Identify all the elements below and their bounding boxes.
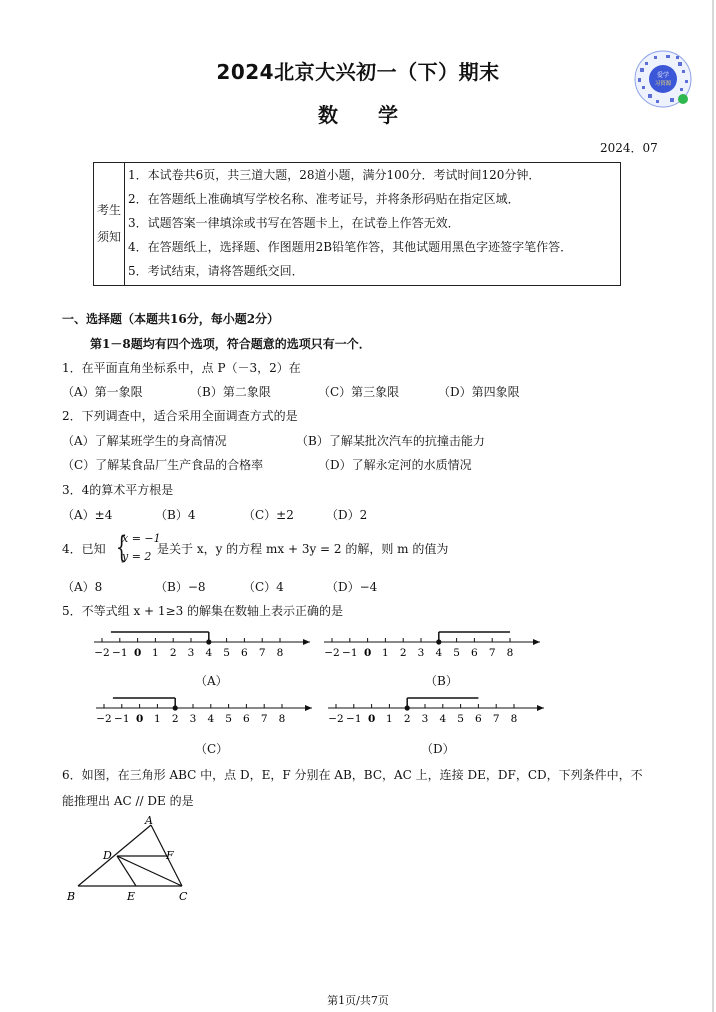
solid-endpoint-dot	[206, 639, 211, 644]
tick-label: 4	[205, 647, 213, 659]
q2-option-b: （B）了解某批次汽车的抗撞击能力	[296, 434, 485, 448]
tick-label: −1	[342, 647, 358, 659]
q5-caption-b: （B）	[425, 674, 458, 688]
tick-label: 8	[510, 713, 518, 725]
exam-notice-box	[93, 162, 621, 286]
tick-label: 7	[258, 647, 266, 659]
tick-label: 0	[133, 647, 142, 659]
q4-stem-suffix: 是关于 x，y 的方程 mx + 3y = 2 的解，则 m 的值为	[157, 542, 449, 556]
tick-label: 1	[154, 713, 161, 725]
tick-label: −2	[94, 647, 110, 659]
q5-stem: 5．不等式组 x + 1≥3 的解集在数轴上表示正确的是	[62, 604, 344, 618]
q1-option-c: （C）第三象限	[318, 385, 400, 399]
tick-label: 7	[492, 713, 500, 725]
tick-label: 8	[276, 647, 284, 659]
tick-label: 4	[207, 713, 215, 725]
tick-label: −1	[346, 713, 362, 725]
q1-option-a: （A）第一象限	[62, 385, 143, 399]
tick-label: 5	[457, 713, 464, 725]
notice-item: 1．本试卷共6页，共三道大题，28道小题，满分100分．考试时间120分钟．	[128, 168, 541, 182]
vertex-label-b: B	[67, 890, 76, 903]
tick-label: 2	[403, 713, 411, 725]
point-label-d: D	[103, 849, 112, 862]
q3-option-d: （D）2	[326, 508, 368, 522]
tick-label: 4	[435, 647, 443, 659]
solid-endpoint-dot	[436, 639, 441, 644]
qr-logo-icon	[632, 48, 694, 110]
q2-option-a: （A）了解某班学生的身高情况	[62, 434, 227, 448]
q4-equation-2: y = 2	[122, 550, 152, 563]
tick-label: −2	[96, 713, 112, 725]
tick-label: 6	[243, 713, 250, 725]
q2-stem: 2．下列调查中，适合采用全面调查方式的是	[62, 409, 298, 423]
notice-label-line2: 须知	[96, 230, 121, 244]
tick-label: 8	[506, 647, 514, 659]
notice-label	[94, 163, 125, 285]
tick-label: 8	[278, 713, 286, 725]
tick-label: 2	[399, 647, 407, 659]
q1-option-b: （B）第二象限	[190, 385, 271, 399]
point-label-e: E	[127, 890, 136, 903]
tick-label: 7	[488, 647, 496, 659]
tick-label: 5	[223, 647, 230, 659]
tick-label: −2	[328, 713, 344, 725]
tick-label: −2	[324, 647, 340, 659]
logo-text-top: 爱学	[656, 72, 670, 79]
exam-date: 2024．07	[600, 141, 658, 155]
q4-equation-1: x = −1	[122, 532, 161, 545]
solid-endpoint-dot	[173, 705, 178, 710]
section-heading: 一、选择题（本题共16分，每小题2分）	[62, 312, 280, 326]
notice-item: 2．在答题纸上准确填写学校名称、准考证号，并将条形码贴在指定区域．	[128, 192, 520, 206]
tick-label: 1	[382, 647, 389, 659]
tick-label: 7	[260, 713, 268, 725]
q3-option-c: （C）±2	[243, 508, 294, 522]
tick-label: 4	[439, 713, 447, 725]
q3-stem: 3．4的算术平方根是	[62, 483, 174, 497]
page-edge	[712, 0, 714, 1012]
q3-option-b: （B）4	[155, 508, 196, 522]
subject-title: 数 学	[318, 103, 398, 127]
arrow-icon	[533, 639, 540, 645]
tick-label: 3	[421, 713, 429, 725]
q4-stem-prefix: 4．已知	[62, 542, 106, 556]
q1-stem: 1．在平面直角坐标系中，点 P（－3，2）在	[62, 361, 301, 375]
q5-caption-a: （A）	[195, 674, 228, 688]
q4-option-a: （A）8	[62, 580, 103, 594]
tick-label: 5	[453, 647, 460, 659]
tick-label: 6	[241, 647, 248, 659]
tick-label: 3	[187, 647, 195, 659]
q5-caption-c: （C）	[195, 742, 229, 756]
notice-item: 3．试题答案一律填涂或书写在答题卡上，在试卷上作答无效．	[128, 216, 460, 230]
notice-label-line1: 考生	[96, 203, 121, 217]
page-title: 2024北京大兴初一（下）期末	[216, 60, 500, 84]
tick-label: 3	[189, 713, 197, 725]
point-label-f: F	[166, 849, 174, 862]
system-brace: {	[115, 530, 128, 565]
section-instruction: 第1－8题均有四个选项，符合题意的选项只有一个．	[90, 337, 371, 351]
notice-item: 4．在答题纸上，选择题、作图题用2B铅笔作答，其他试题用黑色字迹签字笔作答．	[128, 240, 573, 254]
tick-label: 6	[475, 713, 482, 725]
q6-stem-line2: 能推理出 AC // DE 的是	[62, 794, 194, 808]
tick-label: 5	[225, 713, 232, 725]
tick-label: 0	[363, 647, 372, 659]
tick-label: 0	[135, 713, 144, 725]
tick-label: 1	[386, 713, 393, 725]
q6-triangle-figure	[60, 812, 210, 912]
arrow-icon	[305, 705, 312, 711]
page-number: 第1页/共7页	[327, 994, 389, 1007]
q5-caption-d: （D）	[421, 742, 455, 756]
q3-option-a: （A）±4	[62, 508, 113, 522]
q1-option-d: （D）第四象限	[438, 385, 520, 399]
q4-option-c: （C）4	[243, 580, 284, 594]
tick-label: 3	[417, 647, 425, 659]
tick-label: 2	[169, 647, 177, 659]
q2-option-c: （C）了解某食品厂生产食品的合格率	[62, 458, 264, 472]
solid-endpoint-dot	[405, 705, 410, 710]
q5-number-lines	[0, 620, 716, 760]
q6-stem-line1: 6．如图，在三角形 ABC 中，点 D，E，F 分别在 AB，BC，AC 上，连接 DE，DF，CD，下列条件中，不	[62, 768, 643, 782]
tick-label: 6	[471, 647, 478, 659]
logo-text-bottom: 习资源	[654, 81, 672, 87]
arrow-icon	[303, 639, 310, 645]
q4-option-b: （B）−8	[155, 580, 206, 594]
notice-item: 5．考试结束，请将答题纸交回．	[128, 264, 304, 278]
tick-label: −1	[112, 647, 128, 659]
q2-option-d: （D）了解永定河的水质情况	[318, 458, 472, 472]
arrow-icon	[537, 705, 544, 711]
q4-option-d: （D）−4	[326, 580, 378, 594]
vertex-label-c: C	[179, 890, 188, 903]
vertex-label-a: A	[145, 814, 153, 827]
tick-label: 0	[367, 713, 376, 725]
tick-label: 1	[152, 647, 159, 659]
tick-label: 2	[171, 713, 179, 725]
tick-label: −1	[114, 713, 130, 725]
